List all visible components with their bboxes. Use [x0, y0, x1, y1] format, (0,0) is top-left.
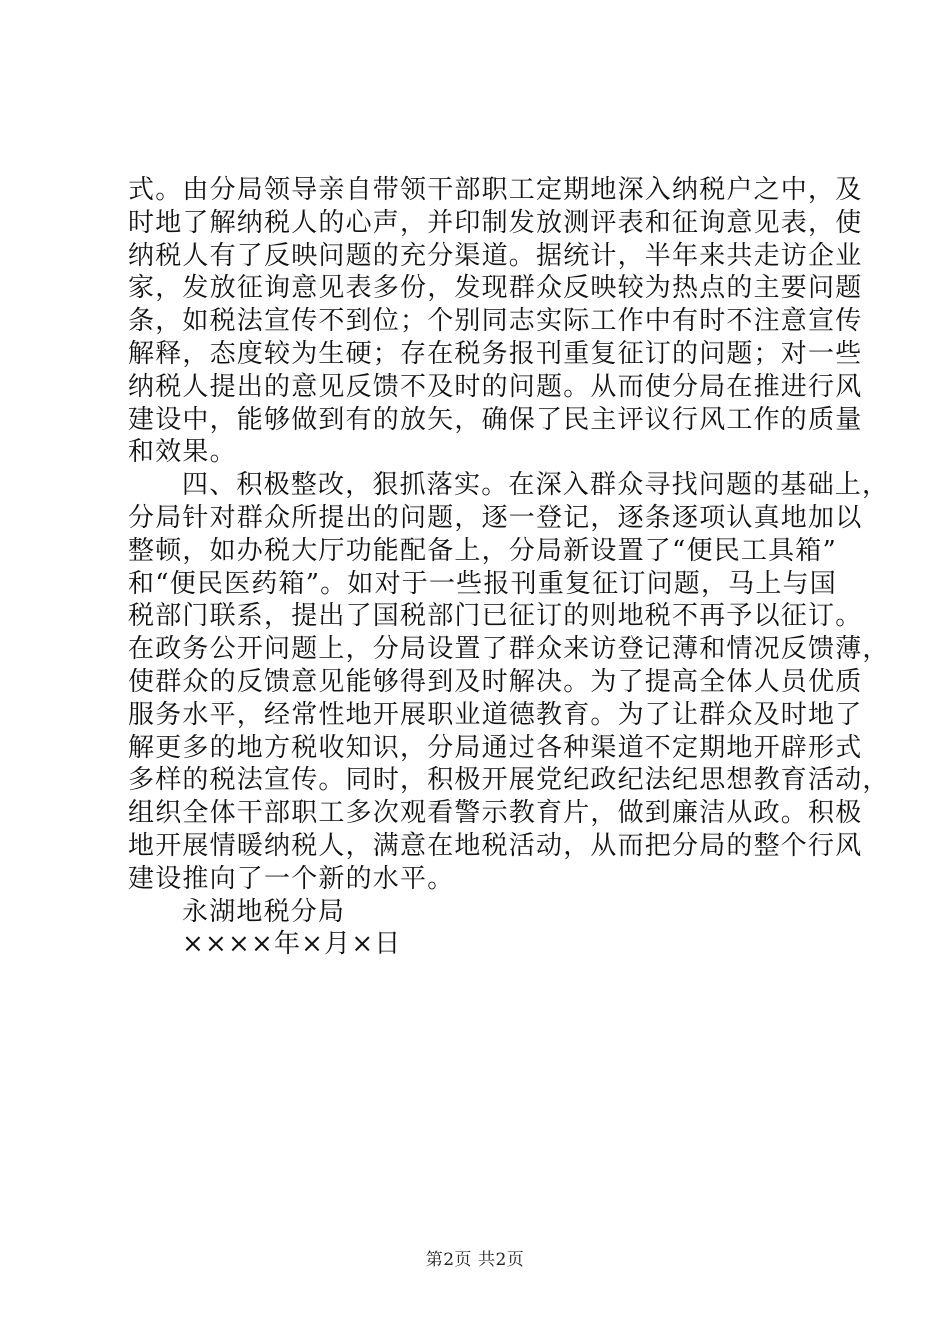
text-line: 建设推向了一个新的水平。 — [128, 863, 455, 894]
text-line: 解更多的地方税收知识，分局通过各种渠道不定期地开辟形式 — [128, 732, 863, 763]
text-line: 服务水平，经常性地开展职业道德教育。为了让群众及时地了 — [128, 699, 863, 730]
text-line: 地开展情暖纳税人，满意在地税活动，从而把分局的整个行风 — [128, 830, 863, 861]
text-line: 在政务公开问题上，分局设置了群众来访登记薄和情况反馈薄， — [128, 634, 890, 665]
document-body — [128, 174, 890, 961]
text-line: 分局针对群众所提出的问题，逐一登记，逐条逐项认真地加以 — [128, 502, 863, 533]
signature-org: 永湖地税分局 — [182, 896, 346, 927]
text-line: 使群众的反馈意见能够得到及时解决。为了提高全体人员优质 — [128, 666, 863, 697]
text-line: 税部门联系，提出了国税部门已征订的则地税不再予以征订。 — [128, 601, 863, 632]
text-line: 纳税人有了反映问题的充分渠道。据统计，半年来共走访企业 — [128, 240, 863, 271]
text-line: 条，如税法宣传不到位；个别同志实际工作中有时不注意宣传 — [128, 306, 863, 337]
text-line: 和“便民医药箱”。如对于一些报刊重复征订问题，马上与国 — [128, 568, 837, 599]
signature-date: ××××年×月×日 — [182, 929, 402, 960]
text-line: 时地了解纳税人的心声，并印制发放测评表和征询意见表，使 — [128, 207, 863, 238]
text-line: 多样的税法宣传。同时，积极开展党纪政纪法纪思想教育活动， — [128, 765, 890, 796]
text-line: 式。由分局领导亲自带领干部职工定期地深入纳税户之中，及 — [128, 175, 863, 205]
paragraph-start-line: 四、积极整改，狠抓落实。在深入群众寻找问题的基础上， — [182, 470, 890, 501]
text-line: 整顿，如办税大厅功能配备上，分局新设置了“便民工具箱” — [128, 535, 837, 566]
page-footer: 第2页 共2页 — [425, 1250, 525, 1270]
text-line: 和效果。 — [128, 437, 237, 468]
text-line: 组织全体干部职工多次观看警示教育片，做到廉洁从政。积极 — [128, 798, 863, 829]
text-line: 建设中，能够做到有的放矢，确保了民主评议行风工作的质量 — [128, 404, 863, 435]
text-line: 纳税人提出的意见反馈不及时的问题。从而使分局在推进行风 — [128, 371, 863, 402]
text-line: 解释，态度较为生硬；存在税务报刊重复征订的问题；对一些 — [128, 338, 863, 369]
text-line: 家，发放征询意见表多份，发现群众反映较为热点的主要问题 — [128, 273, 863, 304]
